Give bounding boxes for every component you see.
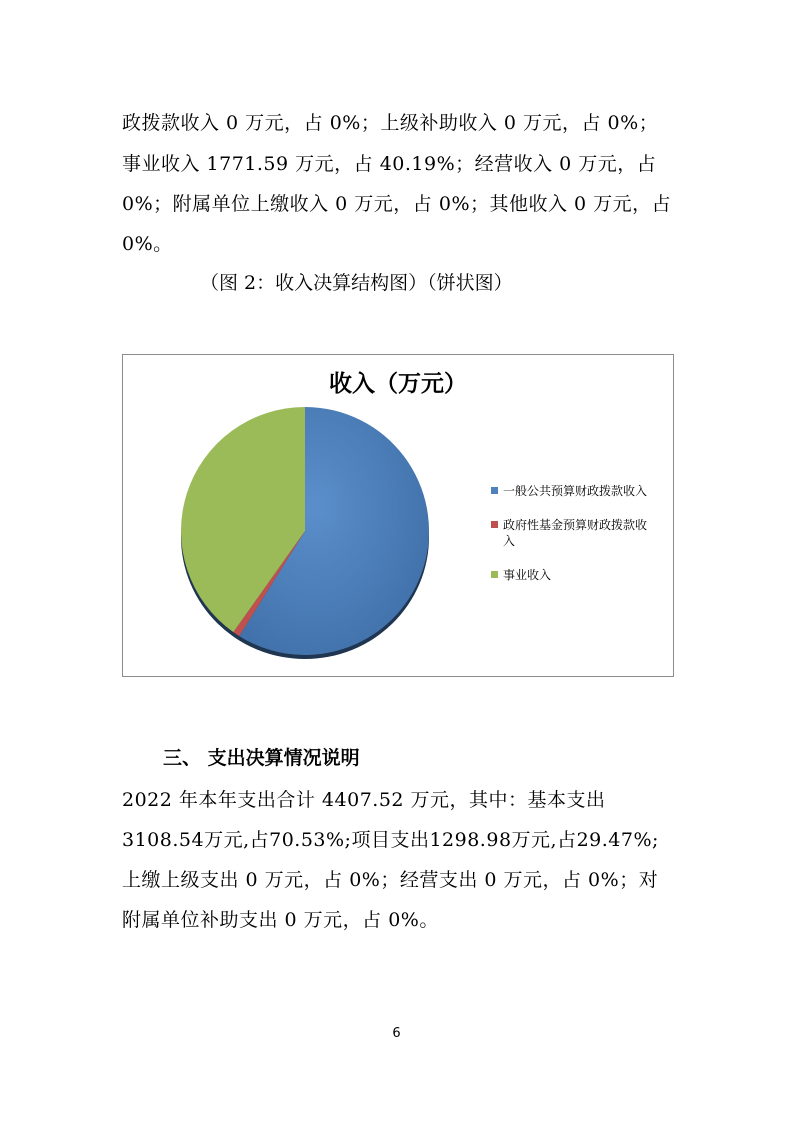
text-line: 0%；附属单位上缴收入 0 万元，占 0%；其他收入 0 万元，占 — [122, 193, 672, 215]
legend-label: 政府性基金预算财政拨款收 — [503, 518, 648, 532]
text-line: 上缴上级支出 0 万元，占 0%；经营支出 0 万元，占 0%；对 — [122, 869, 659, 891]
legend-item — [491, 517, 671, 549]
text-line: 3108.54万元,占70.53%;项目支出1298.98万元,占29.47%; — [122, 829, 659, 851]
section-heading: 三、 支出决算情况说明 — [163, 747, 360, 769]
text-line: 事业收入 1771.59 万元，占 40.19%；经营收入 0 万元，占 — [122, 153, 657, 175]
text-line: 0%。 — [122, 233, 173, 255]
legend-item — [491, 483, 671, 499]
legend-item — [491, 567, 671, 583]
chart-title: 收入（万元） — [329, 371, 467, 397]
income-pie-chart — [122, 354, 674, 677]
legend-label: 入 — [503, 534, 516, 548]
chart-legend — [491, 483, 671, 601]
text-line: 政拨款收入 0 万元，占 0%；上级补助收入 0 万元，占 0%； — [122, 112, 659, 134]
legend-swatch-icon — [491, 521, 498, 528]
legend-label: 事业收入 — [503, 568, 552, 582]
legend-swatch-icon — [491, 487, 498, 494]
text-line: 附属单位补助支出 0 万元，占 0%。 — [122, 909, 439, 931]
legend-swatch-icon — [491, 571, 498, 578]
page-number: 6 — [392, 1026, 401, 1041]
figure-caption: （图 2：收入决算结构图）（饼状图） — [200, 272, 513, 294]
text-line: 2022 年本年支出合计 4407.52 万元，其中：基本支出 — [122, 789, 606, 811]
legend-label: 一般公共预算财政拨款收入 — [503, 484, 648, 498]
